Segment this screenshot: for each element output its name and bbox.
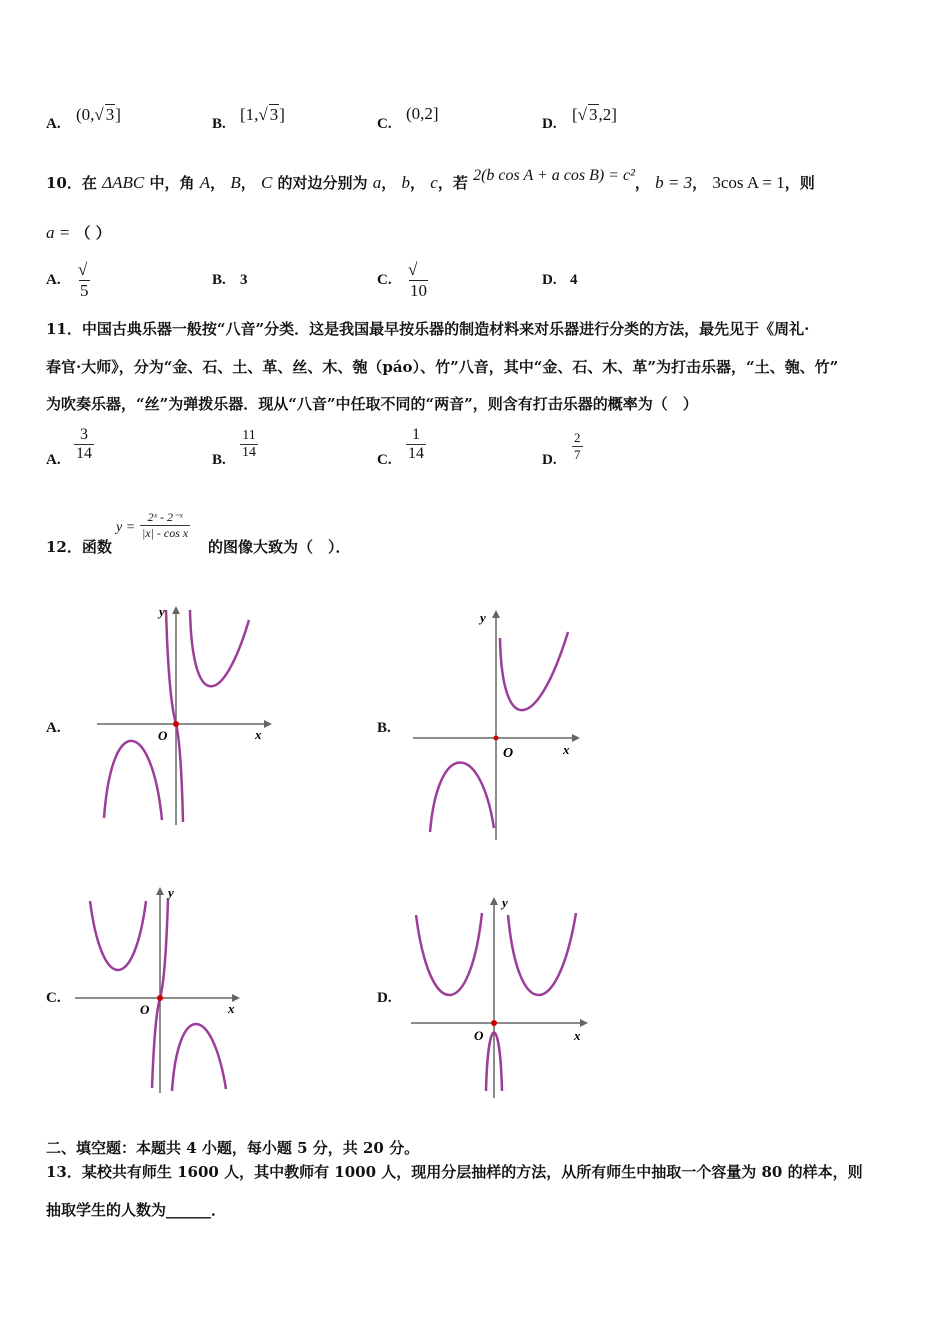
- graph-b-label: B.: [377, 720, 391, 736]
- q12-number: 12．函数: [46, 538, 112, 556]
- graph-c-y-arrow: [156, 887, 164, 895]
- graph-a: [92, 600, 277, 830]
- graph-b-y-arrow: [492, 610, 500, 618]
- graph-d-curve-right: [508, 913, 576, 995]
- section-2-heading: 二、填空题：本题共 4 小题，每小题 5 分，共 20 分。: [46, 1139, 420, 1157]
- graph-c-curve-right: [172, 1024, 226, 1091]
- q9-option-a-value: (0,√ 3]: [76, 105, 121, 124]
- q11-option-d-fraction: $\frac{2}{7}$: [574, 430, 581, 462]
- q13-line-1: 13．某校共有师生 1600 人，其中教师有 1000 人，现用分层抽样的方法，从所有师生中抽取一个容量为 80 的样本，则: [46, 1163, 863, 1181]
- q10-side-c: c: [430, 173, 438, 192]
- graph-a-x-arrow: [264, 720, 272, 728]
- q11-line-2: 春官·大师》，分为“金、石、土、革、丝、木、匏（páo）、竹”八音，其中“金、石、木、革”为打击乐器，“土、匏、竹”: [46, 358, 839, 376]
- q11-option-b-label: B.: [212, 452, 226, 468]
- q11-option-c-fraction: $\frac{1}{14}$: [408, 426, 424, 462]
- q9-a-sqrt: 3: [105, 105, 115, 124]
- graph-a-curve-left: [104, 741, 162, 820]
- graph-d-origin-dot: [491, 1020, 497, 1026]
- q9-d-sqrt: 3: [589, 105, 598, 124]
- graph-d-y-arrow: [490, 897, 498, 905]
- q10-option-a-label: A.: [46, 272, 61, 288]
- q9-option-c-label: C.: [377, 116, 392, 132]
- q11-option-a-fraction: $\frac{3}{14}$: [76, 426, 92, 462]
- q10-side-b: b: [401, 173, 411, 192]
- q10-equation-2: b = 3: [655, 173, 693, 192]
- q10-stem: 10．在 ΔABC 中，角 A， B， C 的对边分别为 a， b， c，若 2(b cos A + a cos B) = c²， b = 3， 3cos A = 1，则: [46, 167, 815, 192]
- graph-c: [72, 883, 252, 1098]
- q11-option-a-label: A.: [46, 452, 61, 468]
- q10-option-c-label: C.: [377, 272, 392, 288]
- graph-b: [408, 600, 593, 845]
- q10-option-c-value: √10: [408, 260, 427, 300]
- q10-option-a-value: √5: [78, 260, 89, 300]
- q12-tail: 的图像大致为（ ）．: [208, 538, 351, 556]
- graph-d: [406, 893, 596, 1103]
- q10-ask-a: a =: [46, 223, 71, 242]
- graph-d-label: D.: [377, 990, 392, 1006]
- graph-b-y: y: [480, 610, 486, 625]
- graph-d-x-arrow: [580, 1019, 588, 1027]
- graph-b-x-arrow: [572, 734, 580, 742]
- q11-option-d-label: D.: [542, 452, 557, 468]
- graph-a-curve-right: [190, 610, 249, 686]
- q10-option-b-label: B.: [212, 272, 226, 288]
- graph-d-x: x: [574, 1028, 581, 1043]
- graph-d-o: O: [474, 1028, 484, 1043]
- graph-a-label: A.: [46, 720, 61, 736]
- graph-d-curve-left: [416, 913, 482, 995]
- q9-option-b-label: B.: [212, 116, 226, 132]
- q9-option-b-value: [1,√ 3]: [240, 105, 285, 124]
- q10-text-4: ，则: [784, 174, 815, 192]
- q10-triangle: ΔABC: [102, 173, 145, 192]
- q11-option-b-fraction: $\frac{11}{14}$: [242, 428, 256, 460]
- q10-option-b-value: 3: [240, 272, 248, 288]
- graph-a-o: O: [158, 728, 168, 743]
- q10-ask: [46, 222, 111, 243]
- q10-text-1: 中，角: [149, 174, 195, 192]
- q10-number: 10．在: [46, 174, 97, 192]
- graph-c-y: y: [168, 885, 174, 900]
- q12-y: y =: [116, 520, 136, 535]
- graph-a-curve-middle: [166, 610, 183, 822]
- q10-option-d-label: D.: [542, 272, 557, 288]
- graph-d-y: y: [502, 895, 508, 910]
- graph-b-curve-right: [500, 632, 568, 710]
- q11-line-3: 为吹奏乐器，“丝”为弹拨乐器．现从“八音”中任取不同的“两音”，则含有打击乐器的概率为（ ）: [46, 395, 698, 413]
- q10-text-3: ，若: [437, 174, 468, 192]
- graph-c-o: O: [140, 1002, 150, 1017]
- graph-a-origin-dot: [173, 721, 179, 727]
- q10-angle-c: C: [260, 173, 273, 192]
- graph-b-o: O: [503, 746, 514, 761]
- graph-b-curve-left: [430, 762, 494, 832]
- q10-equation-1: 2(b cos A + a cos B) = c²: [473, 167, 635, 184]
- graph-c-origin-dot: [157, 995, 163, 1001]
- q10-equation-3: 3cos A = 1: [712, 173, 785, 192]
- graph-a-y-arrow: [172, 606, 180, 614]
- graph-a-x: x: [255, 727, 262, 742]
- q9-option-c-value: (0,2]: [406, 104, 439, 123]
- graph-b-origin-dot: [494, 736, 499, 741]
- q12-fraction: $\frac{\text{2ˣ - 2⁻ˣ}}{\text{|x| - cos x}}$: [142, 510, 189, 540]
- q10-text-2: 的对边分别为: [277, 174, 368, 192]
- q10-paren: （ ）: [75, 224, 111, 242]
- q11-option-c-label: C.: [377, 452, 392, 468]
- graph-c-label: C.: [46, 990, 61, 1006]
- q10-side-a: a: [372, 173, 382, 192]
- q9-option-d-value: [√ 3,2]: [572, 105, 617, 124]
- q10-option-d-value: 4: [570, 272, 578, 288]
- q9-option-d-label: D.: [542, 116, 557, 132]
- q13-line-2: 抽取学生的人数为______．: [46, 1201, 227, 1219]
- graph-b-x: x: [563, 742, 570, 757]
- q11-line-1: 11．中国古典乐器一般按“八音”分类．这是我国最早按乐器的制造材料来对乐器进行分类的方法，最先见于《周礼·: [46, 320, 810, 338]
- graph-c-curve-left: [90, 901, 146, 970]
- q9-option-a-label: A.: [46, 116, 61, 132]
- q9-b-sqrt: 3: [269, 105, 279, 124]
- graph-a-y: y: [159, 604, 165, 619]
- graph-c-x: x: [228, 1001, 235, 1016]
- q10-angle-b: B: [230, 173, 241, 192]
- q10-angle-a: A: [199, 173, 211, 192]
